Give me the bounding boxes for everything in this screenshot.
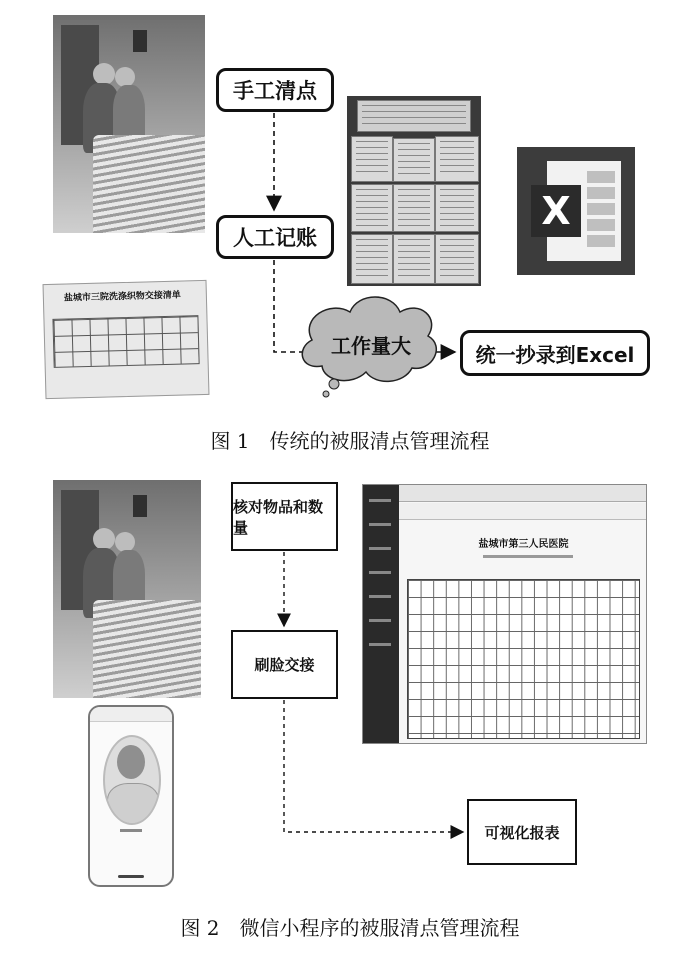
step-face-handover: 刷脸交接 <box>231 630 338 699</box>
figure2-caption: 图 2 微信小程序的被服清点管理流程 <box>180 916 520 940</box>
report-screenshot <box>362 484 647 744</box>
step-manual-ledger: 人工记账 <box>216 215 334 259</box>
figure1-caption: 图 1 传统的被服清点管理流程 <box>210 429 490 453</box>
report-table <box>407 579 640 739</box>
report-title: 盐城市第三人民医院 <box>478 539 569 550</box>
receipt-title: 盐城市三院洗涤织物交接清单 <box>63 290 182 304</box>
step-copy-to-excel: 统一抄录到Excel <box>460 330 650 376</box>
excel-x-icon: X <box>531 185 581 237</box>
step-verify-items: 核对物品和数量 <box>231 482 338 551</box>
step-manual-count: 手工清点 <box>216 68 334 112</box>
step-visual-report: 可视化报表 <box>467 799 577 865</box>
cloud-label: 工作量大 <box>331 334 411 358</box>
